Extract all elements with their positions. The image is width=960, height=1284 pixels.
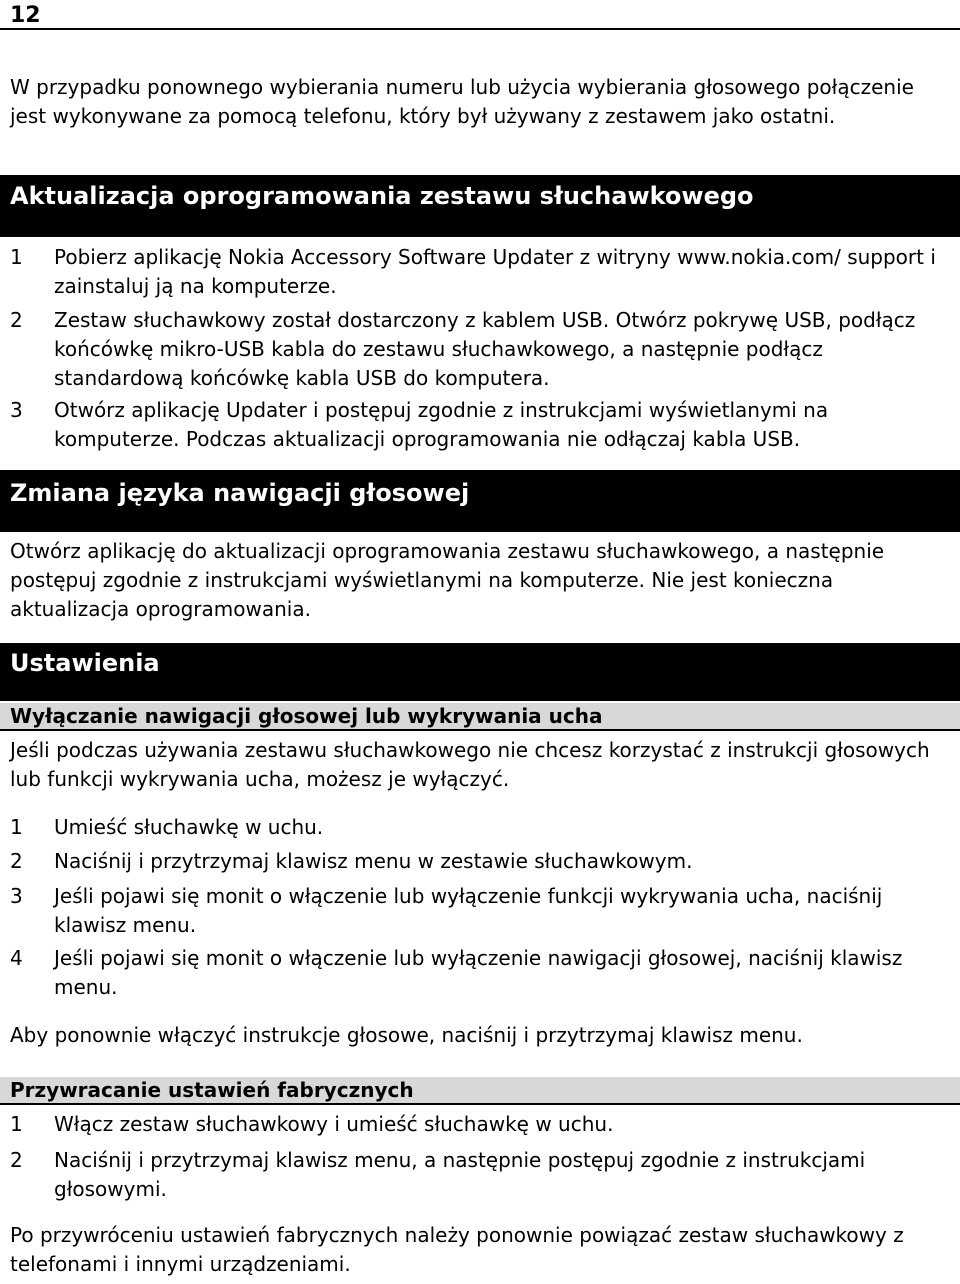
step-number: 4	[10, 946, 23, 970]
step-number: 3	[10, 398, 23, 422]
step-text: Umieść słuchawkę w uchu.	[54, 815, 324, 839]
subheading-reset	[0, 1077, 960, 1105]
subheading-reset-text: Przywracanie ustawień fabrycznych	[10, 1078, 414, 1102]
step-text: Pobierz aplikację Nokia Accessory Software Updater z witryny www.nokia.com/ support i zainstaluj ją na komputerze.	[54, 245, 936, 298]
step-text: Włącz zestaw słuchawkowy i umieść słuchawkę w uchu.	[54, 1112, 614, 1136]
disable-closing: Aby ponownie włączyć instrukcje głosowe, naciśnij i przytrzymaj klawisz menu.	[10, 1023, 803, 1047]
intro-paragraph: W przypadku ponownego wybierania numeru lub użycia wybierania głosowego połączenie jest wykonywane za pomocą telefonu, który był używany z zestawem jako ostatni.	[10, 75, 914, 128]
step-number: 3	[10, 884, 23, 908]
disable-step	[10, 944, 950, 1002]
language-paragraph: Otwórz aplikację do aktualizacji oprogramowania zestawu słuchawkowego, a następnie postępuj zgodnie z instrukcjami wyświetlanymi na komputerze. Nie jest konieczna aktualizacja oprogramowania.	[10, 539, 885, 621]
step-text: Naciśnij i przytrzymaj klawisz menu w zestawie słuchawkowym.	[54, 849, 693, 873]
page-number: 12	[10, 3, 41, 28]
disable-step	[10, 847, 950, 876]
subheading-disable-text: Wyłączanie nawigacji głosowej lub wykrywania ucha	[10, 704, 603, 728]
top-rule	[0, 28, 960, 30]
disable-paragraph: Jeśli podczas używania zestawu słuchawkowego nie chcesz korzystać z instrukcji głosowych lub funkcji wykrywania ucha, możesz je wyłączyć.	[10, 738, 930, 791]
disable-step	[10, 882, 950, 940]
reset-closing: Po przywróceniu ustawień fabrycznych należy ponownie powiązać zestaw słuchawkowy z telefonami i innymi urządzeniami.	[10, 1223, 904, 1276]
step-text: Naciśnij i przytrzymaj klawisz menu, a następnie postępuj zgodnie z instrukcjami głosowymi.	[54, 1148, 866, 1201]
section-heading-language	[0, 470, 960, 532]
update-step	[10, 396, 950, 454]
section-heading-language-text: Zmiana języka nawigacji głosowej	[10, 479, 470, 507]
section-heading-settings-text: Ustawienia	[10, 649, 160, 677]
step-number: 1	[10, 815, 23, 839]
step-number: 1	[10, 245, 23, 269]
reset-step	[10, 1146, 950, 1204]
section-heading-update-text: Aktualizacja oprogramowania zestawu słuchawkowego	[10, 182, 754, 210]
step-number: 2	[10, 1148, 23, 1172]
step-text: Zestaw słuchawkowy został dostarczony z kablem USB. Otwórz pokrywę USB, podłącz końcówkę mikro-USB kabla do zestawu słuchawkowego, a następnie podłącz standardową końcówkę kabla USB do komputera.	[54, 308, 916, 390]
step-text: Jeśli pojawi się monit o włączenie lub wyłączenie funkcji wykrywania ucha, naciśnij klawisz menu.	[54, 884, 883, 937]
disable-step	[10, 813, 950, 842]
update-step	[10, 306, 950, 393]
section-heading-settings	[0, 643, 960, 701]
section-heading-update	[0, 175, 960, 237]
step-text: Jeśli pojawi się monit o włączenie lub wyłączenie nawigacji głosowej, naciśnij klawisz menu.	[54, 946, 903, 999]
step-text: Otwórz aplikację Updater i postępuj zgodnie z instrukcjami wyświetlanymi na komputerze. Podczas aktualizacji oprogramowania nie odłączaj kabla USB.	[54, 398, 829, 451]
reset-step	[10, 1110, 950, 1139]
step-number: 2	[10, 308, 23, 332]
step-number: 2	[10, 849, 23, 873]
step-number: 1	[10, 1112, 23, 1136]
subheading-disable	[0, 703, 960, 731]
update-step	[10, 243, 950, 301]
